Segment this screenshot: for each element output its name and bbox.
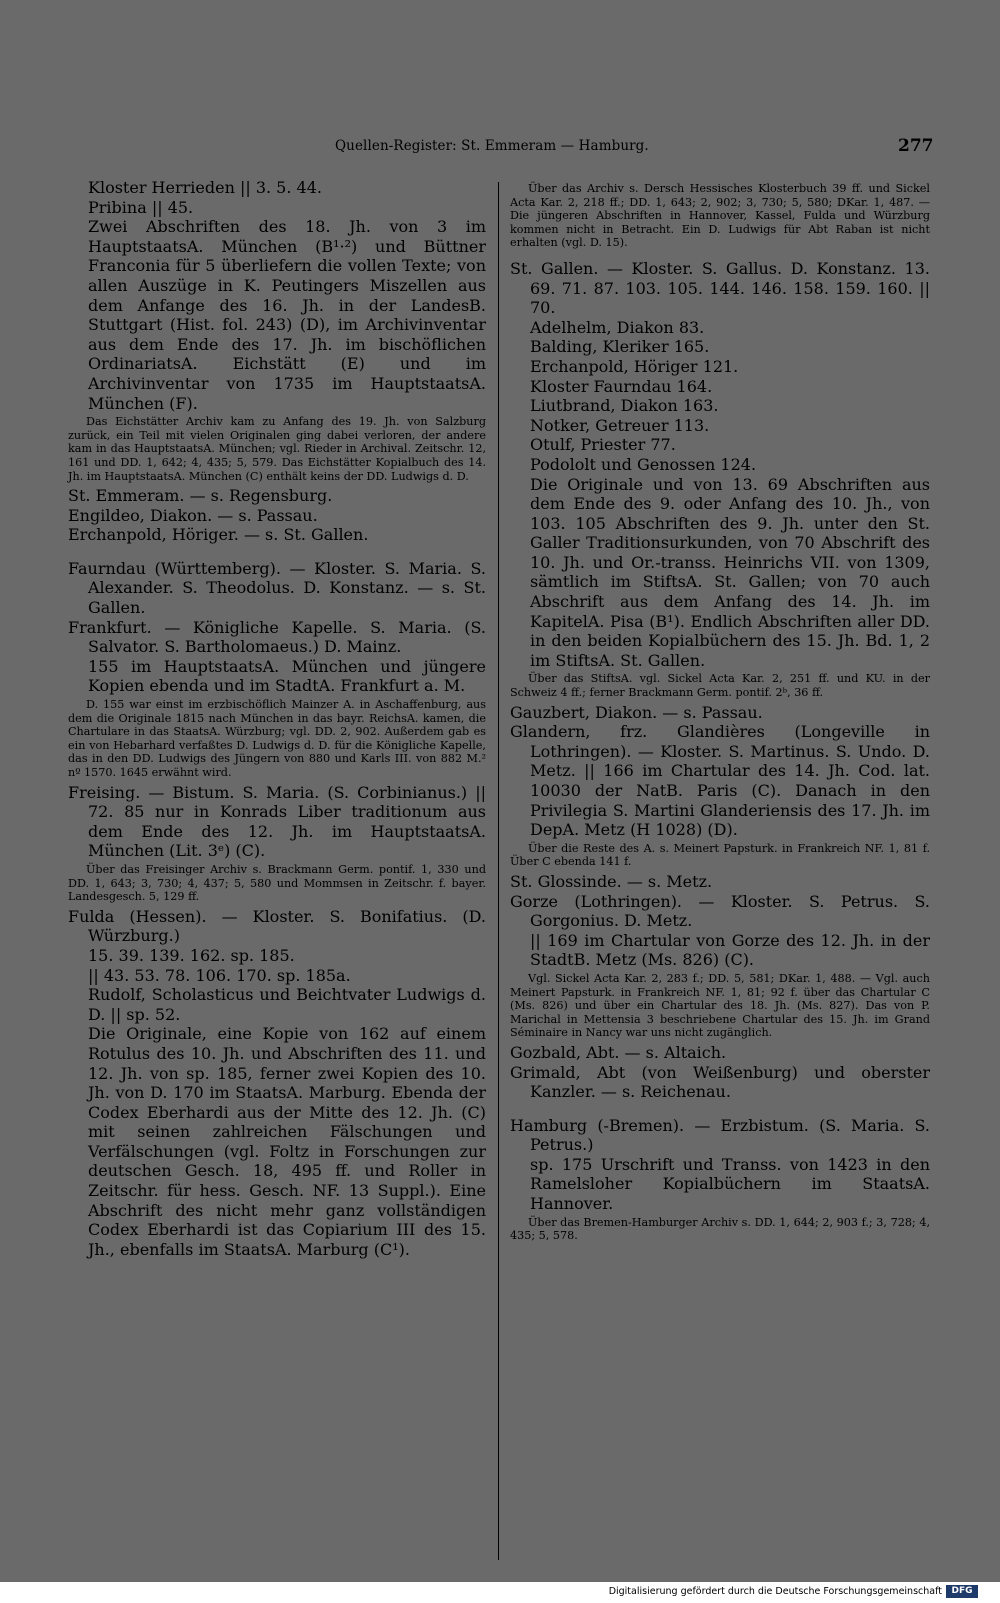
register-entry-heading: Erchanpold, Höriger. — s. St. Gallen. — [68, 525, 369, 545]
register-entry-heading: Freising. — Bistum. S. Maria. (S. Corbinianus.) || 72. 85 nur in Konrads Liber traditionum aus dem Ende des 12. Jh. im HauptstaatsA. München (Lit. 3ᵉ) (C). — [68, 782, 486, 861]
footnote-paragraph: Über die Reste des A. s. Meinert Papsturk. in Frankreich NF. 1, 81 f. Über C ebenda 141 f. — [510, 841, 930, 869]
footnote-paragraph: Über das Bremen-Hamburger Archiv s. DD. 1, 644; 2, 903 f.; 3, 728; 4, 435; 5, 578. — [510, 1215, 930, 1243]
register-entry-heading: Glandern, frz. Glandières (Longeville in Lothringen). — Kloster. S. Martinus. S. Undo. D. Metz. || 166 im Chartular des 14. Jh. Cod. lat. 10030 der NatB. Paris (C). Danach in den Privilegia S. Martini Glanderiensis des 17. Jh. im DepA. Metz (H 1028) (D). — [510, 722, 930, 840]
footer-bar — [0, 1582, 1000, 1603]
register-entry-text: Kloster Faurndau 164. — [530, 376, 713, 396]
register-entry-text: sp. 175 Urschrift und Transs. von 1423 in den Ramelsloher Kopialbüchern im StaatsA. Hannover. — [530, 1154, 930, 1214]
funding-credit: Digitalisierung gefördert durch die Deutsche Forschungsgemeinschaft — [608, 1586, 942, 1597]
footnote-paragraph: Vgl. Sickel Acta Kar. 2, 283 f.; DD. 5, 581; DKar. 1, 488. — Vgl. auch Meinert Papsturk. in Frankreich NF. 1, 81; 92 f. über das Chartular C (Ms. 826) und über ein Chartular des 18. Jh. (Ms. 827). Das von P. Marichal in Mettensia 3 beschriebene Chartular des 15. Jh. im Grand Séminaire in Nancy war uns nicht zugänglich. — [510, 971, 930, 1040]
footnote-paragraph: D. 155 war einst im erzbischöflich Mainzer A. in Aschaffenburg, aus dem die Originale 1815 nach München in das bayr. ReichsA. kamen, die Chartulare in das StaatsA. Würzburg; vgl. DD. 2, 902. Außerdem gab es ein von Hebarhard verfaßtes D. Ludwigs d. D. für die Königliche Kapelle, das in den DD. Ludwigs des Jüngern von 880 und Karls III. von 882 M.² nº 1570. 1645 erwähnt wird. — [68, 698, 486, 779]
register-entry-heading: Frankfurt. — Königliche Kapelle. S. Maria. (S. Salvator. S. Bartholomaeus.) D. Mainz. — [68, 617, 486, 657]
register-entry-text: Die Originale, eine Kopie von 162 auf einem Rotulus des 10. Jh. und Abschriften des 11. und 12. Jh. von sp. 185, ferner zwei Kopien des 10. Jh. von D. 170 im StaatsA. Marburg. Ebenda der Codex Eberhardi aus der Mitte des 12. Jh. (C) mit seinen zahlreichen Fälschungen und Verfälschungen (vgl. Foltz in Forschungen zur deutschen Gesch. 18, 495 ff. und Roller in Zeitschr. für hess. Gesch. NF. 13 Suppl.). Eine Abschrift des nicht mehr ganz vollständigen Codex Eberhardi ist das Copiarium III des 15. Jh., ebenfalls im StaatsA. Marburg (C¹). — [88, 1024, 486, 1259]
register-entry-text: 155 im HauptstaatsA. München und jüngere Kopien ebenda und im StadtA. Frankfurt a. M. — [88, 656, 486, 696]
left-column — [68, 178, 486, 1259]
register-entry-heading: Gorze (Lothringen). — Kloster. S. Petrus. S. Gorgonius. D. Metz. — [510, 891, 930, 931]
running-title: Quellen-Register: St. Emmeram — Hamburg. — [335, 138, 649, 154]
footnote-paragraph: Über das Freisinger Archiv s. Brackmann Germ. pontif. 1, 330 und DD. 1, 643; 3, 730; 4, 437; 5, 580 und Mommsen in Zeitschr. f. bayer. Landesgesch. 5, 129 ff. — [68, 862, 486, 904]
register-entry-heading: Grimald, Abt (von Weißenburg) und oberster Kanzler. — s. Reichenau. — [510, 1062, 930, 1102]
register-entry-heading: St. Emmeram. — s. Regensburg. — [68, 486, 333, 506]
register-entry-text: Adelhelm, Diakon 83. — [530, 317, 705, 337]
register-entry-text: Otulf, Priester 77. — [530, 435, 676, 455]
register-entry-text: Balding, Kleriker 165. — [530, 337, 710, 357]
dfg-logo: DFG — [946, 1585, 978, 1598]
register-entry-text: Kloster Herrieden || 3. 5. 44. — [88, 178, 322, 197]
register-entry-text: Notker, Getreuer 113. — [530, 415, 710, 435]
register-entry-text: Die Originale und von 13. 69 Abschriften aus dem Ende des 9. oder Anfang des 10. Jh., von 103. 105 Abschriften des 9. Jh. unter den St. Galler Traditionsurkunden, von 70 Abschrift des 10. Jh. und Or.-transs. Heinrichs VII. von 1309, sämtlich im StiftsA. St. Gallen; von 70 auch Abschrift aus dem Anfang des 14. Jh. im KapitelA. Pisa (B¹). Endlich Abschriften aller DD. in den beiden Kopialbüchern des 15. Jh. Bd. 1, 2 im StiftsA. St. Gallen. — [530, 474, 930, 670]
register-entry-text: || 169 im Chartular von Gorze des 12. Jh. in der StadtB. Metz (Ms. 826) (C). — [530, 930, 930, 970]
running-header — [0, 138, 1000, 158]
right-column — [510, 180, 930, 1246]
footnote-paragraph: Das Eichstätter Archiv kam zu Anfang des 19. Jh. von Salzburg zurück, ein Teil mit vielen Originalen ging dabei verloren, der andere kam in das HauptstaatsA. München; vgl. Rieder in Archival. Zeitschr. 12, 161 und DD. 1, 642; 4, 435; 5, 579. Das Eichstätter Kopialbuch des 14. Jh. im HauptstaatsA. München (C) enthält keins der DD. Ludwigs d. D. — [68, 415, 486, 483]
register-entry-heading: Gauzbert, Diakon. — s. Passau. — [510, 702, 763, 722]
register-entry-heading: Gozbald, Abt. — s. Altaich. — [510, 1042, 727, 1062]
register-entry-heading: St. Gallen. — Kloster. S. Gallus. D. Konstanz. 13. 69. 71. 87. 103. 105. 144. 146. 158. 159. 160. || 70. — [510, 258, 930, 318]
register-entry-heading: St. Glossinde. — s. Metz. — [510, 871, 713, 891]
spacer — [510, 1102, 930, 1116]
footnote-paragraph: Über das Archiv s. Dersch Hessisches Klosterbuch 39 ff. und Sickel Acta Kar. 2, 218 ff.; DD. 1, 643; 2, 902; 3, 730; 5, 580; DKar. 1, 487. — Die jüngeren Abschriften in Hannover, Kassel, Fulda und Würzburg kommen nicht in Betracht. Ein D. Ludwigs für Abt Raban ist nicht erhalten (vgl. D. 15). — [510, 182, 930, 250]
register-entry-text: Rudolf, Scholasticus und Beichtvater Ludwigs d. D. || sp. 52. — [88, 985, 486, 1024]
register-entry-heading: Fulda (Hessen). — Kloster. S. Bonifatius. (D. Würzburg.) — [68, 906, 486, 946]
column-divider — [498, 182, 499, 1560]
register-entry-heading: Engildeo, Diakon. — s. Passau. — [68, 505, 318, 525]
register-entry-text: Zwei Abschriften des 18. Jh. von 3 im HauptstaatsA. München (B¹·²) und Büttner Franconia für 5 überliefern die vollen Texte; von allen Auszüge in K. Peutingers Miszellen aus dem Anfange des 16. Jh. in der LandesB. Stuttgart (Hist. fol. 243) (D), im Archivinventar aus dem Ende des 17. Jh. im bischöflichen OrdinariatsA. Eichstätt (E) und im Archivinventar von 1735 im HauptstaatsA. München (F). — [88, 217, 486, 413]
register-entry-text: 15. 39. 139. 162. sp. 185. — [88, 945, 295, 965]
register-entry-heading: Hamburg (-Bremen). — Erzbistum. (S. Maria. S. Petrus.) — [510, 1115, 930, 1155]
spacer — [68, 545, 486, 559]
footnote-paragraph: Über das StiftsA. vgl. Sickel Acta Kar. 2, 251 ff. und KU. in der Schweiz 4 ff.; ferner Brackmann Germ. pontif. 2ᵇ, 36 ff. — [510, 672, 930, 700]
register-entry-text: Liutbrand, Diakon 163. — [530, 396, 719, 416]
register-entry-text: Podololt und Genossen 124. — [530, 454, 757, 474]
page-number: 277 — [898, 136, 934, 156]
register-entry-text: Erchanpold, Höriger 121. — [530, 356, 739, 376]
register-entry-heading: Faurndau (Württemberg). — Kloster. S. Maria. S. Alexander. S. Theodolus. D. Konstanz. — s. St. Gallen. — [68, 558, 486, 618]
register-entry-text: Pribina || 45. — [88, 197, 194, 217]
register-entry-text: || 43. 53. 78. 106. 170. sp. 185a. — [88, 965, 351, 985]
